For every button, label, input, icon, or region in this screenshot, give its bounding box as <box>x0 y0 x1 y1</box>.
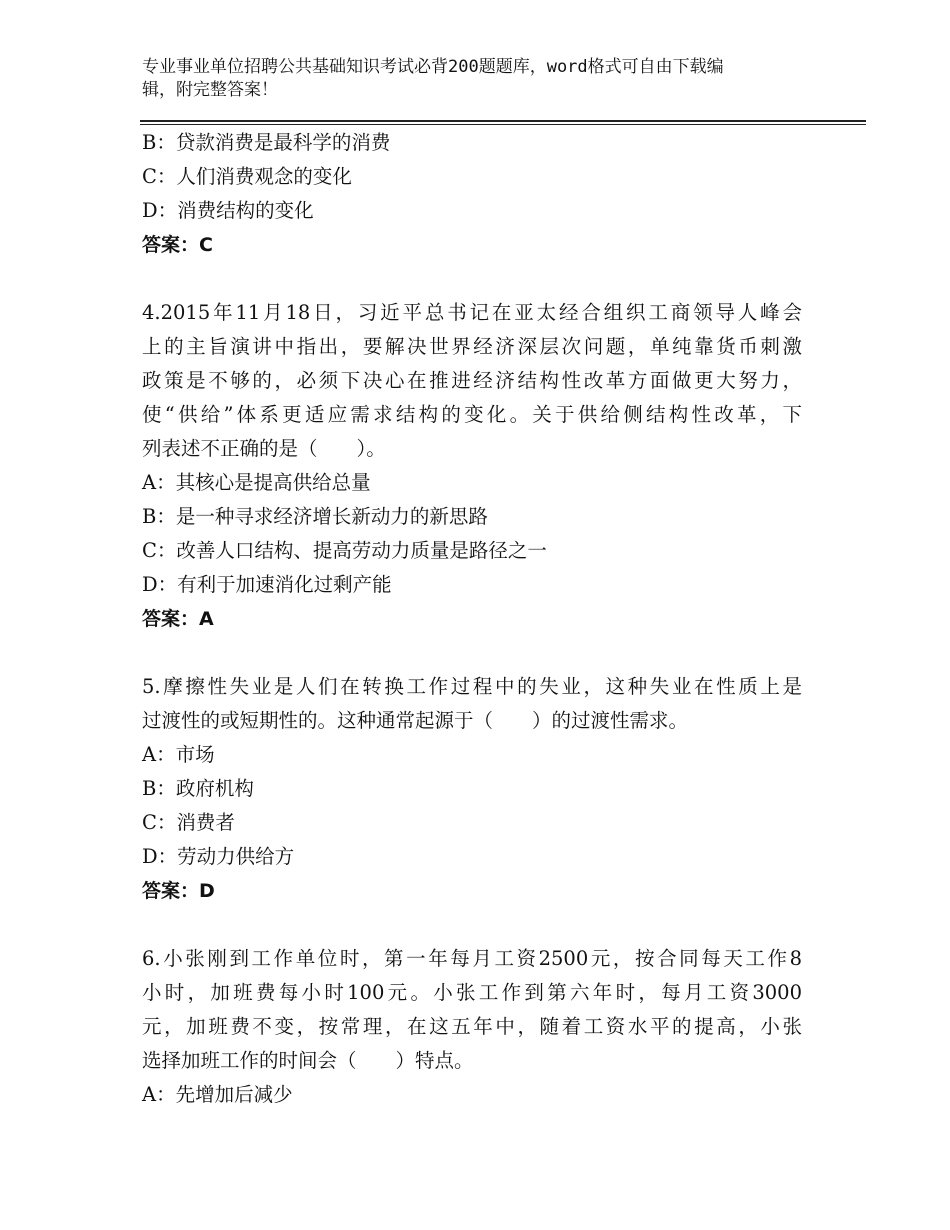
question-6 <box>142 942 802 1112</box>
question-3-tail <box>142 126 802 262</box>
option-c: C：改善人口结构、提高劳动力质量是路径之一 <box>142 539 547 562</box>
option-d: D：消费结构的变化 <box>142 199 314 222</box>
header-line-1: 专业事业单位招聘公共基础知识考试必背200题题库，word格式可自由下载编 <box>142 57 724 77</box>
question-5 <box>142 670 802 908</box>
answer: 答案：A <box>142 608 214 630</box>
question-stem-line: 过渡性的或短期性的。这种通常起源于（ ）的过渡性需求。 <box>142 709 689 732</box>
option-d: D：劳动力供给方 <box>142 845 295 868</box>
question-stem-line: 元，加班费不变，按常理，在这五年中，随着工资水平的提高，小张 <box>142 1015 802 1038</box>
option-a: A：先增加后减少 <box>142 1083 293 1106</box>
header-line-2: 辑，附完整答案！ <box>142 80 278 100</box>
option-c: C：人们消费观念的变化 <box>142 165 352 188</box>
question-stem-line: 6.小张刚到工作单位时，第一年每月工资2500元，按合同每天工作8 <box>142 947 802 970</box>
question-stem-line: 4.2015年11月18日，习近平总书记在亚太经合组织工商领导人峰会 <box>142 301 802 324</box>
question-stem-line: 使“供给”体系更适应需求结构的变化。关于供给侧结构性改革，下 <box>142 403 802 426</box>
header-divider-thin <box>140 124 866 125</box>
question-4 <box>142 296 802 636</box>
answer: 答案：D <box>142 880 215 902</box>
document-body <box>142 126 802 1112</box>
option-b: B：贷款消费是最科学的消费 <box>142 131 391 154</box>
question-stem-line: 列表述不正确的是（ ）。 <box>142 437 386 460</box>
spacer <box>142 262 802 296</box>
page-header <box>142 56 802 102</box>
answer: 答案：C <box>142 234 213 256</box>
question-stem-line: 5.摩擦性失业是人们在转换工作过程中的失业，这种失业在性质上是 <box>142 675 802 698</box>
option-d: D：有利于加速消化过剩产能 <box>142 573 392 596</box>
spacer <box>142 636 802 670</box>
spacer <box>142 908 802 942</box>
question-stem-line: 小时，加班费每小时100元。小张工作到第六年时，每月工资3000 <box>142 981 802 1004</box>
option-a: A：其核心是提高供给总量 <box>142 471 371 494</box>
option-c: C：消费者 <box>142 811 235 834</box>
question-stem-line: 上的主旨演讲中指出，要解决世界经济深层次问题，单纯靠货币刺激 <box>142 335 802 358</box>
option-a: A：市场 <box>142 743 215 766</box>
header-divider-thick <box>140 120 866 122</box>
question-stem-line: 政策是不够的，必须下决心在推进经济结构性改革方面做更大努力， <box>142 369 802 392</box>
question-stem-line: 选择加班工作的时间会（ ）特点。 <box>142 1049 474 1072</box>
option-b: B：是一种寻求经济增长新动力的新思路 <box>142 505 488 528</box>
option-b: B：政府机构 <box>142 777 254 800</box>
